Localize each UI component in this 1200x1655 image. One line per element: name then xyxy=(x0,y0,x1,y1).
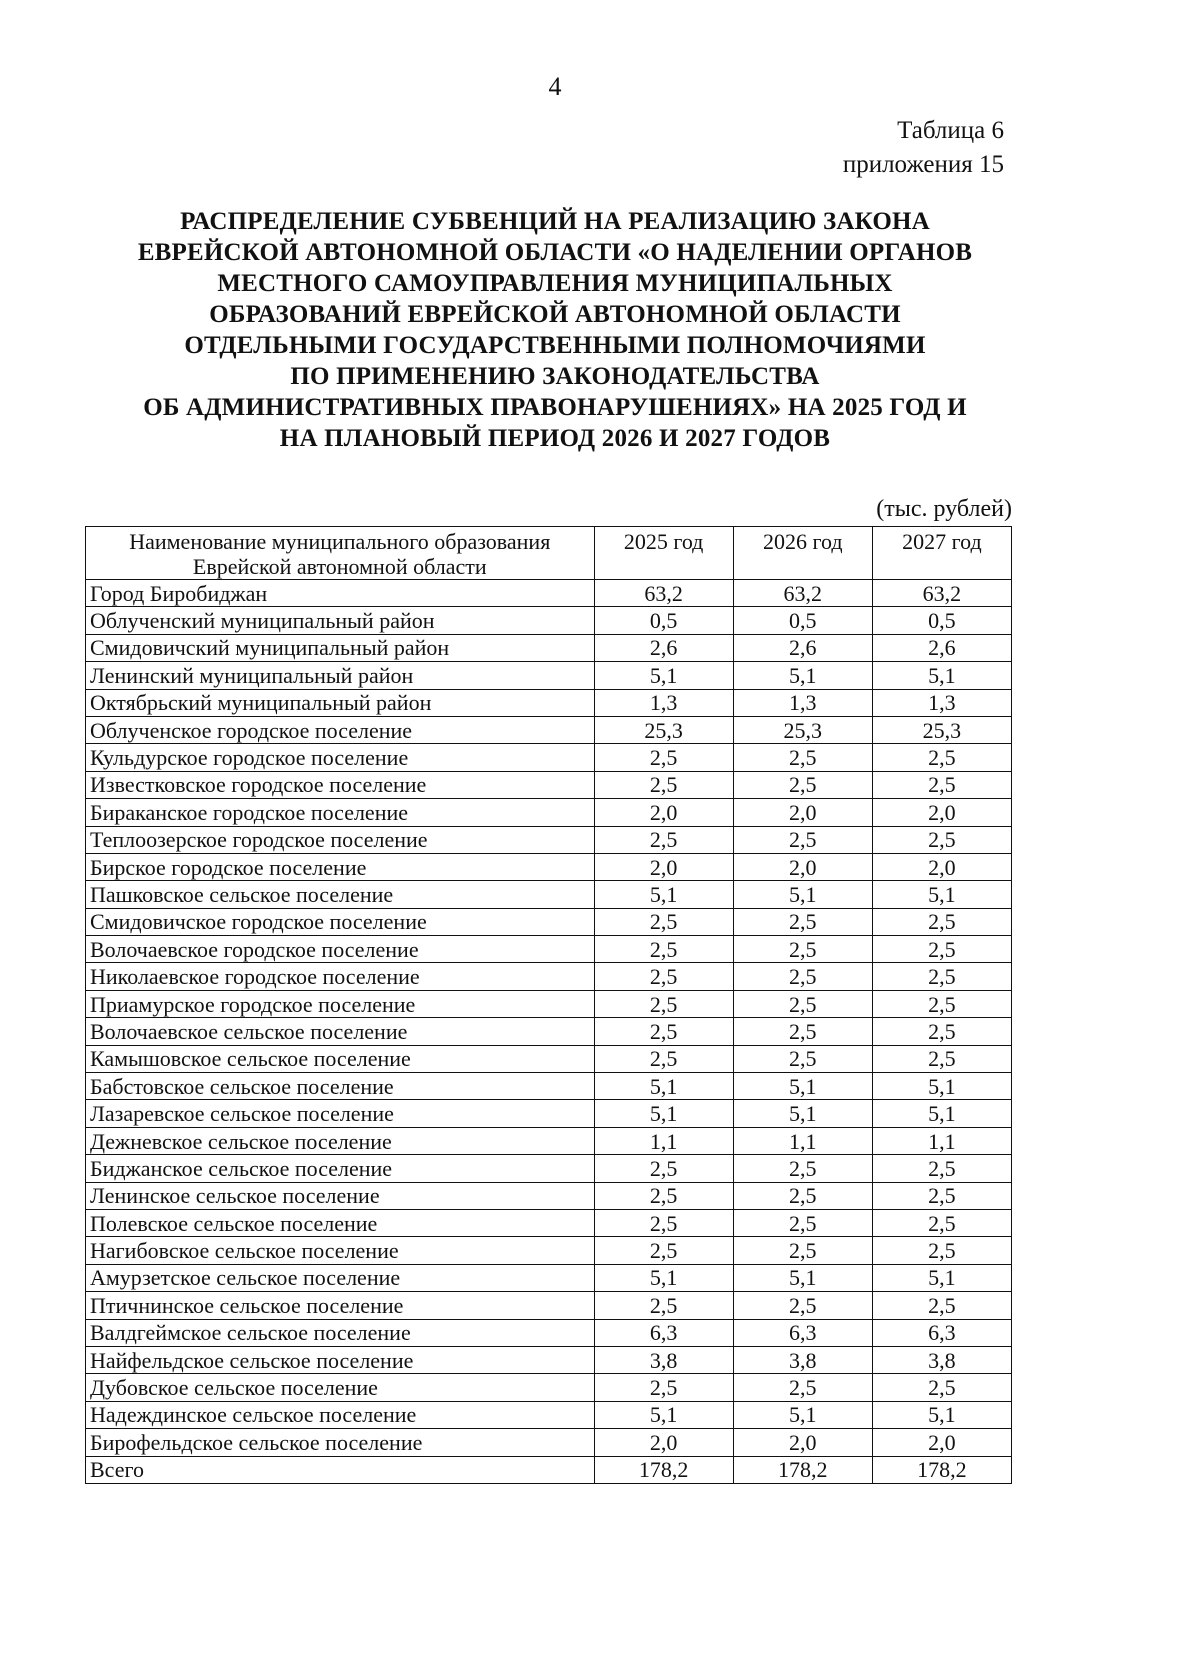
amount-cell-2026: 5,1 xyxy=(733,1100,872,1127)
amount-cell-2025: 63,2 xyxy=(594,580,733,607)
amount-cell-2025: 178,2 xyxy=(594,1456,733,1483)
table-row xyxy=(86,607,1012,634)
amount-cell-2025: 3,8 xyxy=(594,1346,733,1373)
municipality-name-cell: Бирофельдское сельское поселение xyxy=(86,1429,595,1456)
municipality-name-cell: Известковское городское поселение xyxy=(86,771,595,798)
amount-cell-2026: 2,0 xyxy=(733,799,872,826)
amount-cell-2026: 2,5 xyxy=(733,908,872,935)
amount-cell-2027: 5,1 xyxy=(872,1401,1011,1428)
amount-cell-2026: 2,5 xyxy=(733,744,872,771)
municipality-name-cell: Лазаревское сельское поселение xyxy=(86,1100,595,1127)
table-row xyxy=(86,1100,1012,1127)
amount-cell-2026: 5,1 xyxy=(733,662,872,689)
table-row xyxy=(86,1401,1012,1428)
amount-cell-2025: 2,5 xyxy=(594,1374,733,1401)
amount-cell-2027: 2,5 xyxy=(872,1045,1011,1072)
column-header-municipality-line: Наименование муниципального образования xyxy=(129,529,551,554)
municipality-name-cell: Амурзетское сельское поселение xyxy=(86,1264,595,1291)
table-row xyxy=(86,716,1012,743)
table-total-row xyxy=(86,1456,1012,1483)
amount-cell-2026: 63,2 xyxy=(733,580,872,607)
amount-cell-2025: 2,5 xyxy=(594,826,733,853)
table-row xyxy=(86,826,1012,853)
appendix-reference-line: приложения 15 xyxy=(842,151,1004,178)
municipality-name-cell: Камышовское сельское поселение xyxy=(86,1045,595,1072)
units-label: (тыс. рублей) xyxy=(876,496,1012,522)
table-header-row xyxy=(86,527,1012,580)
table-row xyxy=(86,936,1012,963)
amount-cell-2027: 3,8 xyxy=(872,1346,1011,1373)
table-row xyxy=(86,1209,1012,1236)
table-row xyxy=(86,1346,1012,1373)
table-row xyxy=(86,662,1012,689)
amount-cell-2025: 1,1 xyxy=(594,1127,733,1154)
amount-cell-2027: 63,2 xyxy=(872,580,1011,607)
amount-cell-2026: 25,3 xyxy=(733,716,872,743)
municipality-name-cell: Надеждинское сельское поселение xyxy=(86,1401,595,1428)
amount-cell-2026: 2,5 xyxy=(733,826,872,853)
amount-cell-2027: 5,1 xyxy=(872,1100,1011,1127)
amount-cell-2027: 2,0 xyxy=(872,1429,1011,1456)
column-header-2027: 2027 год xyxy=(872,527,1011,580)
amount-cell-2025: 5,1 xyxy=(594,881,733,908)
municipality-name-cell: Смидовичское городское поселение xyxy=(86,908,595,935)
title-line: НА ПЛАНОВЫЙ ПЕРИОД 2026 И 2027 ГОДОВ xyxy=(279,425,831,452)
municipality-name-cell: Октябрьский муниципальный район xyxy=(86,689,595,716)
municipality-name-cell: Валдгеймское сельское поселение xyxy=(86,1319,595,1346)
municipality-name-cell: Биджанское сельское поселение xyxy=(86,1155,595,1182)
municipality-name-cell: Пашковское сельское поселение xyxy=(86,881,595,908)
amount-cell-2026: 2,5 xyxy=(733,963,872,990)
amount-cell-2027: 2,5 xyxy=(872,1374,1011,1401)
amount-cell-2025: 2,5 xyxy=(594,1045,733,1072)
amount-cell-2027: 2,5 xyxy=(872,1292,1011,1319)
amount-cell-2027: 5,1 xyxy=(872,662,1011,689)
municipality-name-cell: Бабстовское сельское поселение xyxy=(86,1073,595,1100)
column-header-municipality xyxy=(86,527,595,580)
title-line: РАСПРЕДЕЛЕНИЕ СУБВЕНЦИЙ НА РЕАЛИЗАЦИЮ ЗАКОНА xyxy=(180,208,930,235)
amount-cell-2027: 2,6 xyxy=(872,634,1011,661)
amount-cell-2027: 5,1 xyxy=(872,1073,1011,1100)
amount-cell-2027: 6,3 xyxy=(872,1319,1011,1346)
amount-cell-2027: 2,5 xyxy=(872,936,1011,963)
table-row xyxy=(86,908,1012,935)
table-row xyxy=(86,1429,1012,1456)
municipality-name-cell: Птичнинское сельское поселение xyxy=(86,1292,595,1319)
amount-cell-2027: 2,0 xyxy=(872,799,1011,826)
amount-cell-2025: 2,5 xyxy=(594,1237,733,1264)
table-row xyxy=(86,799,1012,826)
title-line: МЕСТНОГО САМОУПРАВЛЕНИЯ МУНИЦИПАЛЬНЫХ xyxy=(217,270,893,297)
amount-cell-2027: 2,5 xyxy=(872,1155,1011,1182)
municipality-name-cell: Ленинское сельское поселение xyxy=(86,1182,595,1209)
table-row xyxy=(86,689,1012,716)
amount-cell-2025: 5,1 xyxy=(594,1264,733,1291)
amount-cell-2026: 5,1 xyxy=(733,1073,872,1100)
amount-cell-2026: 5,1 xyxy=(733,1264,872,1291)
municipality-name-cell: Облученский муниципальный район xyxy=(86,607,595,634)
amount-cell-2025: 2,0 xyxy=(594,853,733,880)
table-row xyxy=(86,1073,1012,1100)
municipality-name-cell: Нагибовское сельское поселение xyxy=(86,1237,595,1264)
municipality-name-cell: Город Биробиджан xyxy=(86,580,595,607)
amount-cell-2026: 1,1 xyxy=(733,1127,872,1154)
municipality-name-cell: Приамурское городское поселение xyxy=(86,990,595,1017)
amount-cell-2026: 5,1 xyxy=(733,881,872,908)
municipality-name-cell: Волочаевское городское поселение xyxy=(86,936,595,963)
title-line: ОБ АДМИНИСТРАТИВНЫХ ПРАВОНАРУШЕНИЯХ» НА 2025 ГОД И xyxy=(143,394,967,421)
amount-cell-2026: 2,5 xyxy=(733,1209,872,1236)
amount-cell-2025: 2,5 xyxy=(594,963,733,990)
table-row xyxy=(86,771,1012,798)
table-row xyxy=(86,744,1012,771)
table-body xyxy=(86,580,1012,1484)
amount-cell-2025: 2,5 xyxy=(594,1018,733,1045)
amount-cell-2026: 0,5 xyxy=(733,607,872,634)
column-header-2026: 2026 год xyxy=(733,527,872,580)
amount-cell-2027: 5,1 xyxy=(872,881,1011,908)
amount-cell-2026: 3,8 xyxy=(733,1346,872,1373)
amount-cell-2025: 6,3 xyxy=(594,1319,733,1346)
column-header-2025: 2025 год xyxy=(594,527,733,580)
document-title xyxy=(80,206,1030,454)
municipality-name-cell: Дежневское сельское поселение xyxy=(86,1127,595,1154)
amount-cell-2025: 0,5 xyxy=(594,607,733,634)
amount-cell-2027: 2,5 xyxy=(872,826,1011,853)
municipality-name-cell: Смидовичский муниципальный район xyxy=(86,634,595,661)
amount-cell-2025: 2,5 xyxy=(594,1155,733,1182)
table-row xyxy=(86,634,1012,661)
amount-cell-2027: 1,1 xyxy=(872,1127,1011,1154)
table-row xyxy=(86,853,1012,880)
table-row xyxy=(86,1319,1012,1346)
amount-cell-2027: 2,5 xyxy=(872,963,1011,990)
amount-cell-2027: 2,5 xyxy=(872,1018,1011,1045)
amount-cell-2025: 2,6 xyxy=(594,634,733,661)
amount-cell-2027: 2,5 xyxy=(872,1237,1011,1264)
amount-cell-2027: 2,5 xyxy=(872,990,1011,1017)
amount-cell-2027: 2,5 xyxy=(872,1209,1011,1236)
amount-cell-2025: 2,5 xyxy=(594,908,733,935)
amount-cell-2026: 5,1 xyxy=(733,1401,872,1428)
amount-cell-2026: 2,0 xyxy=(733,1429,872,1456)
column-header-municipality-line: Еврейской автономной области xyxy=(192,554,487,579)
subventions-table xyxy=(85,526,1012,1484)
table-row xyxy=(86,1127,1012,1154)
municipality-name-cell: Кульдурское городское поселение xyxy=(86,744,595,771)
amount-cell-2026: 1,3 xyxy=(733,689,872,716)
amount-cell-2025: 5,1 xyxy=(594,662,733,689)
amount-cell-2026: 2,5 xyxy=(733,771,872,798)
municipality-name-cell: Всего xyxy=(86,1456,595,1483)
table-row xyxy=(86,990,1012,1017)
amount-cell-2025: 1,3 xyxy=(594,689,733,716)
amount-cell-2026: 2,0 xyxy=(733,853,872,880)
table-row xyxy=(86,1237,1012,1264)
page-number: 4 xyxy=(548,72,562,101)
amount-cell-2027: 2,0 xyxy=(872,853,1011,880)
amount-cell-2027: 25,3 xyxy=(872,716,1011,743)
table-row xyxy=(86,1292,1012,1319)
table-reference xyxy=(843,114,1004,182)
amount-cell-2027: 0,5 xyxy=(872,607,1011,634)
amount-cell-2027: 2,5 xyxy=(872,744,1011,771)
amount-cell-2026: 6,3 xyxy=(733,1319,872,1346)
amount-cell-2025: 2,5 xyxy=(594,771,733,798)
amount-cell-2025: 2,5 xyxy=(594,1292,733,1319)
amount-cell-2026: 2,5 xyxy=(733,1155,872,1182)
municipality-name-cell: Бирское городское поселение xyxy=(86,853,595,880)
amount-cell-2026: 2,5 xyxy=(733,1182,872,1209)
amount-cell-2025: 2,5 xyxy=(594,744,733,771)
amount-cell-2025: 5,1 xyxy=(594,1401,733,1428)
amount-cell-2025: 2,5 xyxy=(594,990,733,1017)
amount-cell-2025: 5,1 xyxy=(594,1100,733,1127)
municipality-name-cell: Ленинский муниципальный район xyxy=(86,662,595,689)
amount-cell-2026: 2,5 xyxy=(733,1237,872,1264)
amount-cell-2025: 2,5 xyxy=(594,1209,733,1236)
table-row xyxy=(86,881,1012,908)
municipality-name-cell: Найфельдское сельское поселение xyxy=(86,1346,595,1373)
title-line: ЕВРЕЙСКОЙ АВТОНОМНОЙ ОБЛАСТИ «О НАДЕЛЕНИИ ОРГАНОВ xyxy=(137,239,973,266)
table-row xyxy=(86,1264,1012,1291)
amount-cell-2027: 2,5 xyxy=(872,1182,1011,1209)
table-reference-line: Таблица 6 xyxy=(897,117,1004,144)
table-row xyxy=(86,1155,1012,1182)
amount-cell-2025: 2,0 xyxy=(594,799,733,826)
amount-cell-2025: 5,1 xyxy=(594,1073,733,1100)
amount-cell-2026: 2,5 xyxy=(733,1292,872,1319)
amount-cell-2027: 5,1 xyxy=(872,1264,1011,1291)
amount-cell-2025: 25,3 xyxy=(594,716,733,743)
table-row xyxy=(86,1018,1012,1045)
municipality-name-cell: Теплоозерское городское поселение xyxy=(86,826,595,853)
municipality-name-cell: Бираканское городское поселение xyxy=(86,799,595,826)
amount-cell-2027: 2,5 xyxy=(872,908,1011,935)
amount-cell-2026: 2,5 xyxy=(733,936,872,963)
amount-cell-2026: 2,5 xyxy=(733,1018,872,1045)
title-line: ОТДЕЛЬНЫМИ ГОСУДАРСТВЕННЫМИ ПОЛНОМОЧИЯМИ xyxy=(184,332,926,359)
table-row xyxy=(86,1374,1012,1401)
amount-cell-2026: 2,5 xyxy=(733,1374,872,1401)
municipality-name-cell: Облученское городское поселение xyxy=(86,716,595,743)
table-row xyxy=(86,1182,1012,1209)
title-line: ОБРАЗОВАНИЙ ЕВРЕЙСКОЙ АВТОНОМНОЙ ОБЛАСТИ xyxy=(209,301,901,328)
amount-cell-2027: 2,5 xyxy=(872,771,1011,798)
amount-cell-2025: 2,0 xyxy=(594,1429,733,1456)
table-row xyxy=(86,963,1012,990)
table-row xyxy=(86,580,1012,607)
amount-cell-2025: 2,5 xyxy=(594,1182,733,1209)
municipality-name-cell: Полевское сельское поселение xyxy=(86,1209,595,1236)
amount-cell-2027: 178,2 xyxy=(872,1456,1011,1483)
municipality-name-cell: Николаевское городское поселение xyxy=(86,963,595,990)
title-line: ПО ПРИМЕНЕНИЮ ЗАКОНОДАТЕЛЬСТВА xyxy=(290,363,820,390)
table-row xyxy=(86,1045,1012,1072)
amount-cell-2027: 1,3 xyxy=(872,689,1011,716)
municipality-name-cell: Волочаевское сельское поселение xyxy=(86,1018,595,1045)
amount-cell-2026: 2,5 xyxy=(733,990,872,1017)
amount-cell-2026: 2,6 xyxy=(733,634,872,661)
municipality-name-cell: Дубовское сельское поселение xyxy=(86,1374,595,1401)
amount-cell-2026: 2,5 xyxy=(733,1045,872,1072)
amount-cell-2026: 178,2 xyxy=(733,1456,872,1483)
amount-cell-2025: 2,5 xyxy=(594,936,733,963)
